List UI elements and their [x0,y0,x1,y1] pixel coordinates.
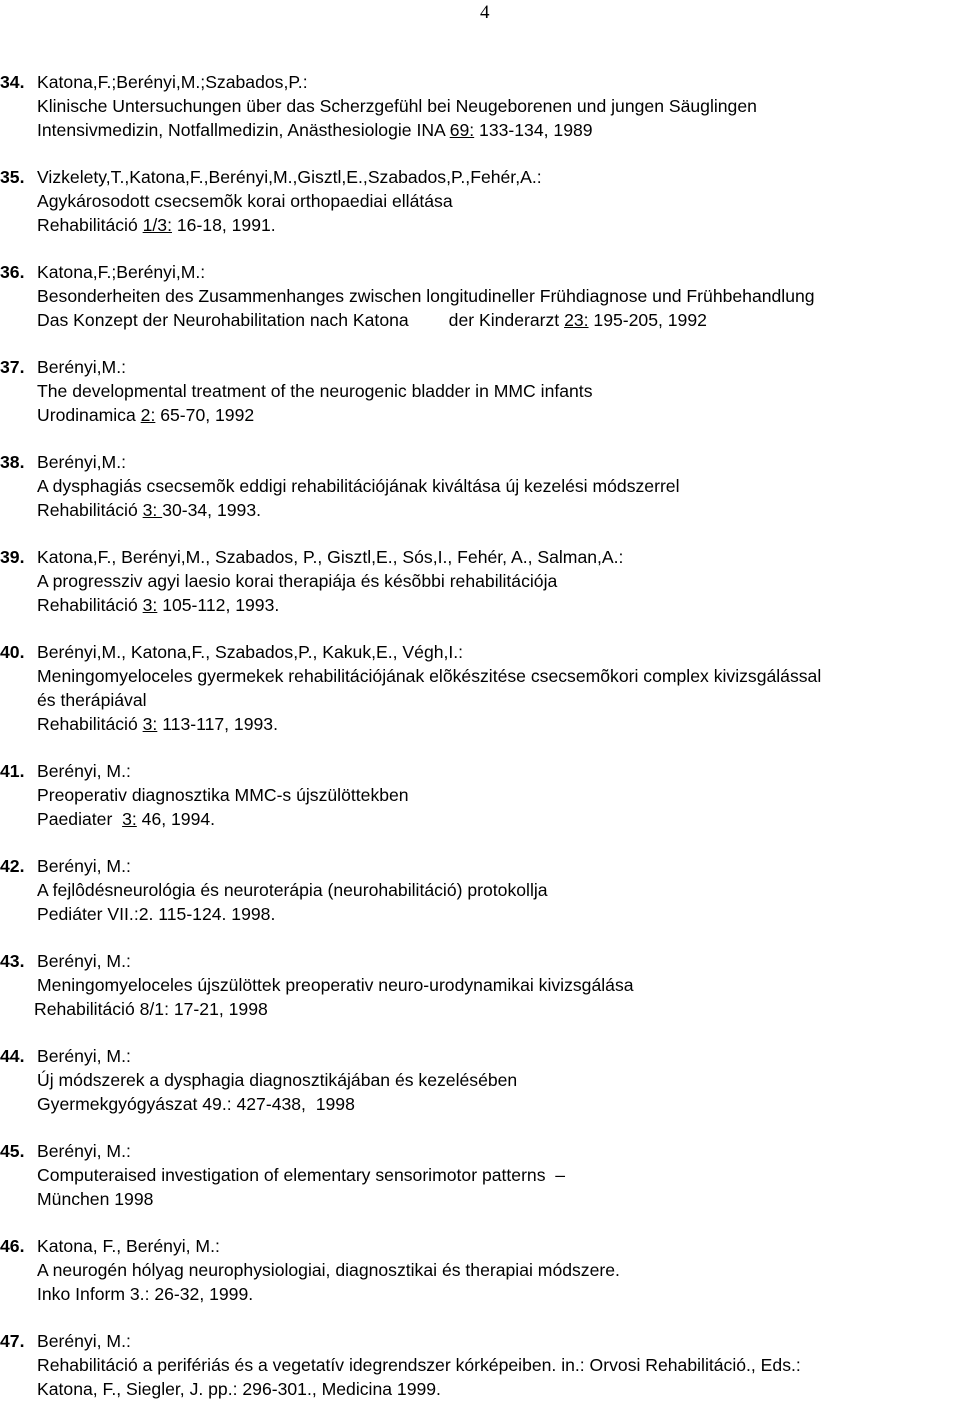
entry-number: 42. [0,856,25,876]
entry-number: 37. [0,357,25,377]
entry-authors: Berényi,M.: [37,452,126,472]
source-journal: Urodinamica [37,405,141,425]
entry-number: 46. [0,1236,25,1256]
entry-authors: Katona,F.;Berényi,M.: [37,262,206,282]
list-item [0,545,960,617]
entry-title: Klinische Untersuchungen über das Scherzgefühl bei Neugeborenen und jungen Säuglingen [37,96,757,116]
entry-title: A neurogén hólyag neurophysiologiai, diagnosztikai és therapiai módszere. [37,1260,620,1280]
entry-title: A dysphagiás csecsemõk eddigi rehabilitációjának kiváltása új kezelési módszerrel [37,476,680,496]
list-item [0,165,960,237]
entry-title: A progressziv agyi laesio korai therapiája és késõbbi rehabilitációja [37,571,558,591]
entry-number: 40. [0,642,25,662]
list-item [0,70,960,142]
entry-number: 36. [0,262,25,282]
source-volume: 3: [122,809,137,829]
list-item [0,260,960,332]
entry-title-continued: Das Konzept der Neurohabilitation nach Katona [37,310,409,330]
list-item [0,949,960,1021]
list-item [0,1139,960,1211]
source-volume: 2: [140,405,156,425]
source-pages: 16-18, 1991. [171,215,276,235]
list-item [0,640,960,736]
entry-authors: Berényi, M.: [37,1141,131,1161]
entry-number: 39. [0,547,25,567]
entry-authors: Berényi, M.: [37,1331,131,1351]
entry-authors: Berényi,M.: [37,357,126,377]
entry-source: Gyermekgyógyászat 49.: 427-438, 1998 [37,1094,355,1114]
source-journal: Rehabilitáció [37,714,143,734]
source-volume: 1/3: [142,215,172,235]
source-pages: 30-34, 1993. [162,500,261,520]
entry-source [37,593,960,617]
entry-title: Meningomyeloceles újszülöttek preoperativ neuro-urodynamikai kivizsgálása [37,975,634,995]
source-journal: Rehabilitáció [37,595,143,615]
source-volume: 23: [564,310,589,330]
source-pages: 105-112, 1993. [157,595,280,615]
entry-source [37,712,960,736]
entry-title: Besonderheiten des Zusammenhanges zwischen longitudineller Frühdiagnose und Frühbehandlung [37,286,815,306]
source-pages: 46, 1994. [136,809,216,829]
entry-authors: Katona, F., Berényi, M.: [37,1236,220,1256]
entry-source [37,118,960,142]
entry-title: Rehabilitáció a perifériás és a vegetatív idegrendszer kórképeiben. in.: Orvosi Rehabilitáció., Eds.: [37,1355,801,1375]
entry-number: 45. [0,1141,25,1161]
source-volume: 69: [449,120,475,140]
entry-authors: Berényi, M.: [37,856,131,876]
list-item [0,854,960,926]
source-pages: 133-134, 1989 [474,120,593,140]
list-item [0,1234,960,1306]
entry-authors: Katona,F.;Berényi,M.;Szabados,P.: [37,72,308,92]
source-pages: 195-205, 1992 [588,310,707,330]
entry-number: 47. [0,1331,25,1351]
entry-source [37,807,960,831]
entry-number: 43. [0,951,25,971]
list-item [0,759,960,831]
entry-title: A fejlôdésneurológia és neuroterápia (neurohabilitáció) protokollja [37,880,548,900]
entry-source [37,498,960,522]
entry-source [37,403,960,427]
entry-title-continued: és therápiával [37,690,147,710]
entry-number: 41. [0,761,25,781]
entry-number: 44. [0,1046,25,1066]
entry-source: Katona, F., Siegler, J. pp.: 296-301., Medicina 1999. [37,1379,441,1399]
list-item [0,1044,960,1116]
entry-number: 38. [0,452,25,472]
entry-authors: Berényi, M.: [37,1046,131,1066]
page-number: 4 [480,2,490,23]
entry-authors: Berényi,M., Katona,F., Szabados,P., Kakuk,E., Végh,I.: [37,642,464,662]
entry-number: 34. [0,72,25,92]
entry-authors: Berényi, M.: [37,761,131,781]
entry-authors: Berényi, M.: [37,951,131,971]
entry-authors: Katona,F., Berényi,M., Szabados, P., Gisztl,E., Sós,I., Fehér, A., Salman,A.: [37,547,624,567]
list-item [0,450,960,522]
entry-title: Computeraised investigation of elementary sensorimotor patterns – [37,1165,566,1185]
entry-source: Rehabilitáció 8/1: 17-21, 1998 [34,999,268,1019]
source-pages: 65-70, 1992 [155,405,255,425]
source-volume: 3: [142,500,163,520]
list-item [0,355,960,427]
entry-title: The developmental treatment of the neurogenic bladder in MMC infants [37,381,593,401]
source-volume: 3: [142,595,158,615]
entry-title: Új módszerek a dysphagia diagnosztikájában és kezelésében [37,1070,518,1090]
entry-source [37,213,960,237]
source-journal: Rehabilitáció [37,215,143,235]
entry-source: München 1998 [37,1189,154,1209]
entry-number: 35. [0,167,25,187]
entry-source: Pediáter VII.:2. 115-124. 1998. [37,904,276,924]
entry-source: Inko Inform 3.: 26-32, 1999. [37,1284,254,1304]
list-item [0,1329,960,1401]
publication-list [0,70,960,1424]
source-journal: der Kinderarzt [448,310,565,330]
entry-authors: Vizkelety,T.,Katona,F.,Berényi,M.,Gisztl,E.,Szabados,P.,Fehér,A.: [37,167,542,187]
source-journal: Paediater [37,809,123,829]
source-pages: 113-117, 1993. [157,714,278,734]
source-volume: 3: [142,714,158,734]
entry-title: Meningomyeloceles gyermekek rehabilitációjának elõkészitése csecsemõkori complex kivizsgálással [37,666,822,686]
entry-title: Preoperativ diagnosztika MMC-s újszülöttekben [37,785,409,805]
source-journal: Rehabilitáció [37,500,143,520]
entry-title: Agykárosodott csecsemõk korai orthopaediai ellátása [37,191,453,211]
entry-source [37,308,960,332]
source-journal: Intensivmedizin, Notfallmedizin, Anästhesiologie INA [37,120,450,140]
